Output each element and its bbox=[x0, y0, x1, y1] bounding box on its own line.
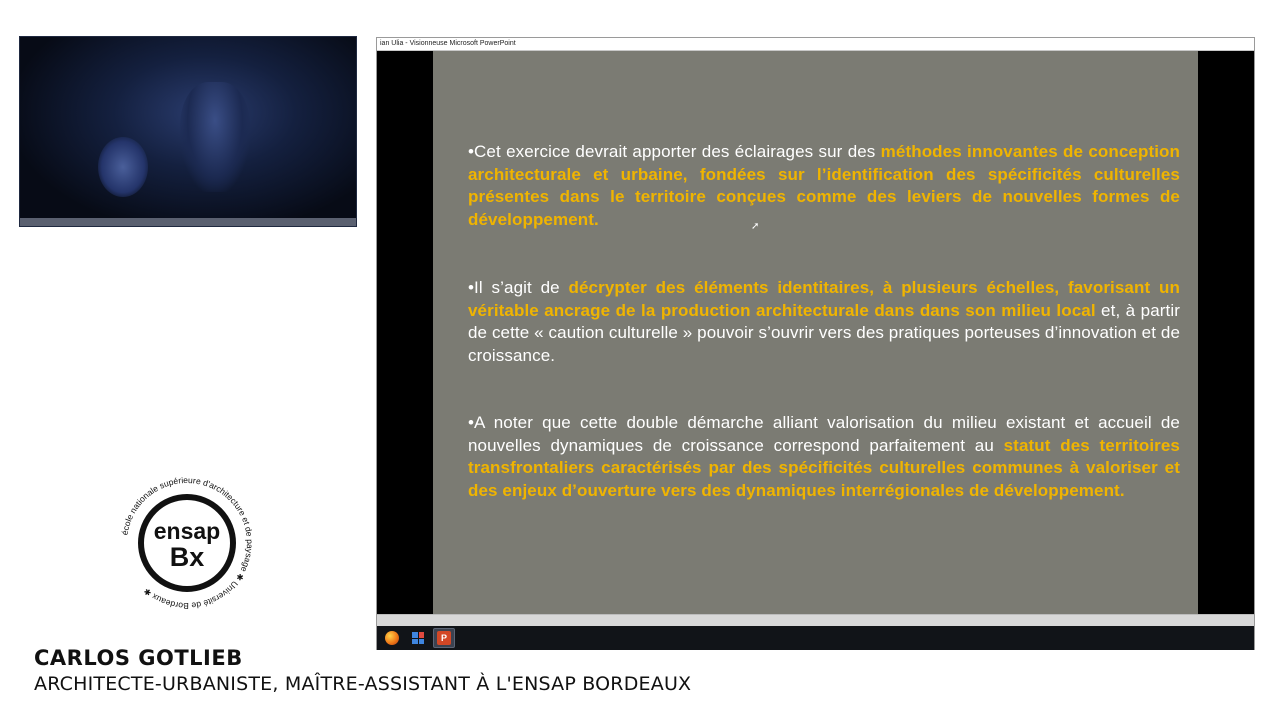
taskbar bbox=[377, 626, 1254, 650]
ensap-bx-logo bbox=[117, 473, 257, 613]
slide-paragraph-2 bbox=[468, 277, 1180, 367]
body-text: •Il s’agit de bbox=[468, 278, 569, 297]
taskbar-powerpoint-button[interactable] bbox=[433, 628, 455, 648]
video-bottom-bar bbox=[20, 218, 356, 226]
taskbar-firefox-button[interactable] bbox=[381, 628, 403, 648]
logo-ring-text: école nationale supérieure d'architecture et de paysage ✱ Université de Bordeaux ✱ bbox=[119, 474, 256, 612]
speaker-name: CARLOS GOTLIEB bbox=[34, 646, 243, 670]
slide bbox=[433, 51, 1198, 614]
logo-text-top: ensap bbox=[153, 518, 221, 544]
powerpoint-icon: P bbox=[437, 631, 451, 645]
firefox-icon bbox=[385, 631, 399, 645]
highlighted-text: statut des territoires transfrontaliers caractérisés par des spécificités culturelles communes à valoriser et des enjeux d’ouverture vers des dynamiques interrégionales de développement. bbox=[468, 435, 1180, 500]
speaker-video bbox=[19, 36, 357, 227]
body-text: •A noter que cette double démarche alliant valorisation du milieu existant et accueil de nouvelles dynamiques de croissance correspond parfaitement au bbox=[468, 413, 1180, 455]
body-text: et, à partir de cette « caution culturelle » pouvoir s’ouvrir vers des pratiques porteuses d’innovation et de croissance. bbox=[468, 300, 1180, 365]
slide-paragraph-1 bbox=[468, 141, 1180, 231]
mouse-cursor-icon: ➚ bbox=[751, 221, 760, 232]
logo-text-bottom: Bx bbox=[169, 542, 205, 572]
highlighted-text: décrypter des éléments identitaires, à plusieurs échelles, favorisant un véritable ancrage de la production architecturale dans dans son milieu local bbox=[468, 278, 1180, 320]
slide-paragraph-3 bbox=[468, 412, 1180, 502]
highlighted-text: méthodes innovantes de conception architecturale et urbaine, fondées sur l’identification des spécificités culturelles présentes dans le territoire conçues comme des leviers de nouvelles formes de développement. bbox=[468, 142, 1180, 229]
powerpoint-viewer-window bbox=[376, 37, 1255, 650]
speaker-hand bbox=[98, 137, 148, 197]
body-text: •Cet exercice devrait apporter des éclairages sur des bbox=[468, 142, 881, 161]
speaker-role: ARCHITECTE-URBANISTE, MAÎTRE-ASSISTANT À L'ENSAP BORDEAUX bbox=[34, 673, 692, 695]
window-title: ian Ulia - Visionneuse Microsoft PowerPoint bbox=[377, 38, 1254, 51]
app-grid-icon bbox=[412, 632, 424, 644]
taskbar-app-grid-button[interactable] bbox=[407, 628, 429, 648]
speaker-figure bbox=[180, 82, 250, 192]
